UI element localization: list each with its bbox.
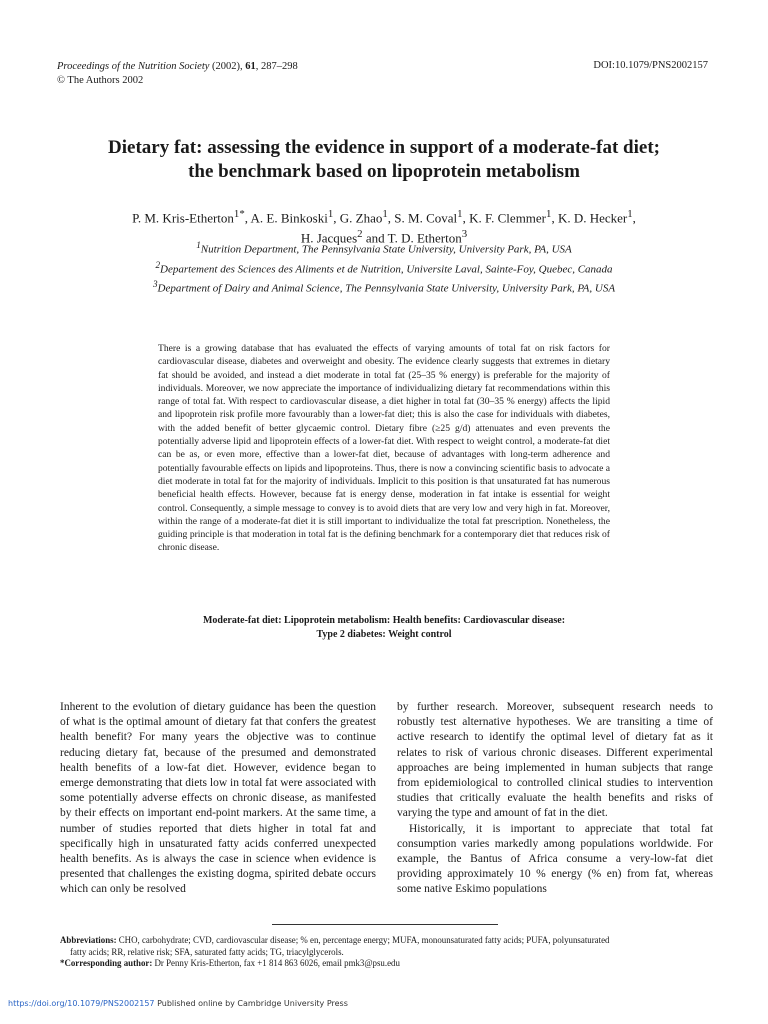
affiliation: $^1$Nutrition Department, The Pennsylvania State University, University Park, PA, USA [196,240,572,256]
article-title: Dietary fat: assessing the evidence in support of a moderate-fat diet; the benchmark based on lipoprotein metabolism [108,137,660,182]
body-paragraph: Historically, it is important to appreciate that total fat consumption varies markedly among populations worldwide. For example, the Bantus of Africa consume a very-low-fat diet providing approximately 10 % energy (% en) from fat, whereas some native Eskimo populations [397,822,713,896]
author-name: P. M. Kris-Etherton [132,210,234,226]
footnotes: Abbreviations: CHO, carbohydrate; CVD, cardiovascular disease; % en, percentage energy; MUFA, monounsaturated fatty acids; PUFA, polyunsaturated fatty acids; RR, relative risk; SFA, saturated fatty acids; TG, triacylglycerols. *Corresponding author: Dr Penny Kris-Etherton, fax +1 814 863 6026, email pmk3@psu.edu [60,935,712,970]
doi-label: DOI:10.1079/PNS2002157 [593,60,708,71]
author-name: K. F. Clemmer [469,210,547,226]
affiliation-marker: 3 [461,228,468,241]
abbreviations-footnote: Abbreviations: CHO, carbohydrate; CVD, cardiovascular disease; % en, percentage energy; MUFA, monounsaturated fatty acids; PUFA, polyunsaturated [60,935,610,945]
affiliation-marker: 1 [327,208,334,220]
volume-number: 61 [245,61,256,72]
author-name: A. E. Binkoski [250,210,328,226]
abstract: There is a growing database that has evaluated the effects of varying amounts of total fat on risk factors for cardiovascular disease, diabetes and overweight and obesity. The evidence clearly suggests that extremes in dietary fat should be avoided, and instead a diet moderate in total fat (25–35 % energy) is preferable for the majority of individuals. Moreover, we now appreciate the importance of individualizing dietary fat recommendations within this range of total fat. With respect to cardiovascular disease, a diet higher in total fat (30–35 % energy) affects the lipid and lipoprotein risk profile more favourably than a lower-fat diet; this is also the case for individuals with diabetes, with the added benefit of better glycaemic control. Dietary fibre (≥25 g/d) attenuates and even prevents the potentially adverse lipid and lipoprotein effects of a lower-fat diet. With respect to weight control, a moderate-fat diet can be as, or even more, effective than a lower-fat diet, because of advantages with long-term adherence and potentially favourable effects on lipids and lipoproteins. Thus, there is now a convincing scientific basis to advocate a diet moderate in total fat for the majority of individuals. Implicit to this position is that unsaturated fat has numerous beneficial health effects. However, because fat is energy dense, moderation in fat intake is essential for weight control. Consequently, a simple message to convey is to avoid diets that are very low and very high in fat. Moreover, within the range of a moderate-fat diet it is still important to individualize the total fat prescription. Nonetheless, the guiding principle is that moderation in total fat is the defining benchmark for a contemporary diet that reduces risk of chronic disease. [158,343,610,554]
footnote-rule [272,924,498,925]
affiliation-list [40,238,728,297]
affiliation: $^3$Department of Dairy and Animal Science, The Pennsylvania State University, University Park, PA, USA [152,279,616,295]
affiliation-marker: 2 [357,228,363,241]
affiliation-marker: 1 [627,208,633,220]
affiliation: $^2$Departement des Sciences des Aliments et de Nutrition, Universite Laval, Sainte-Foy, Quebec, Canada [155,259,613,276]
author-name: T. D. Etherton [387,230,462,246]
author-name: H. Jacques [300,230,358,246]
affiliation-marker: 1 [457,208,463,220]
publisher-footer: https://doi.org/10.1079/PNS2002157 Published online by Cambridge University Press [8,999,348,1008]
author-list: P. M. Kris-Etherton$^{1*}$, A. E. Binkoski$^1$, G. Zhao$^1$, S. M. Coval$^1$, K. F. Clemmer$^1$, K. D. Hecker$^1$, H. Jacques$^2$ and T. D. Etherton$^3$ [132,208,636,246]
affiliation-marker: 1* [233,208,245,220]
body-paragraph: by further research. Moreover, subsequent research needs to robustly test alternative hypotheses. We are transiting a time of active research to identify the optimal level of dietary fat as it relates to risk of various chronic diseases. Different experimental approaches are being implemented in human subjects that range from epidemiological to controlled clinical studies to intervention studies that critically evaluate the health benefits and risks of varying the type and amount of fat in the diet. [397,701,713,820]
author-name: S. M. Coval [394,210,458,226]
corresponding-author-footnote: *Corresponding author: Dr Penny Kris-Etherton, fax +1 814 863 6026, email pmk3@psu.edu [60,958,400,968]
journal-citation: Proceedings of the Nutrition Society (2002), 61, 287–298 © The Authors 2002 [57,61,298,86]
affiliation-marker: 1 [382,208,388,220]
author-name: G. Zhao [339,210,383,226]
keywords: Moderate-fat diet: Lipoprotein metabolism: Health benefits: Cardiovascular disease: Type 2 diabetes: Weight control [202,615,566,640]
journal-name: Proceedings of the Nutrition Society [57,61,210,72]
affiliation-marker: 1 [546,208,552,220]
body-paragraph: Inherent to the evolution of dietary guidance has been the question of what is the optimal amount of dietary fat that confers the greatest health benefit? For many years the objective was to continue reducing dietary fat, because of the presumed and demonstrated health benefits of a low-fat diet. However, evidence began to emerge demonstrating that diets low in total fat were associated with some potentially adverse effects on chronic disease, as manifested by their effects on important end-point markers. At the same time, a number of studies reported that diets higher in total fat and specifically high in unsaturated fatty acids conferred unexpected health benefits. As is always the case in science when evidence is presented that challenges the existing dogma, spirited debate occurs which can only be resolved [60,701,376,896]
body-column-right [397,700,713,898]
author-name: K. D. Hecker [557,210,628,226]
copyright-line: © The Authors 2002 [57,75,144,86]
body-column-left [60,700,376,898]
doi-link[interactable]: https://doi.org/10.1079/PNS2002157 [8,999,155,1008]
